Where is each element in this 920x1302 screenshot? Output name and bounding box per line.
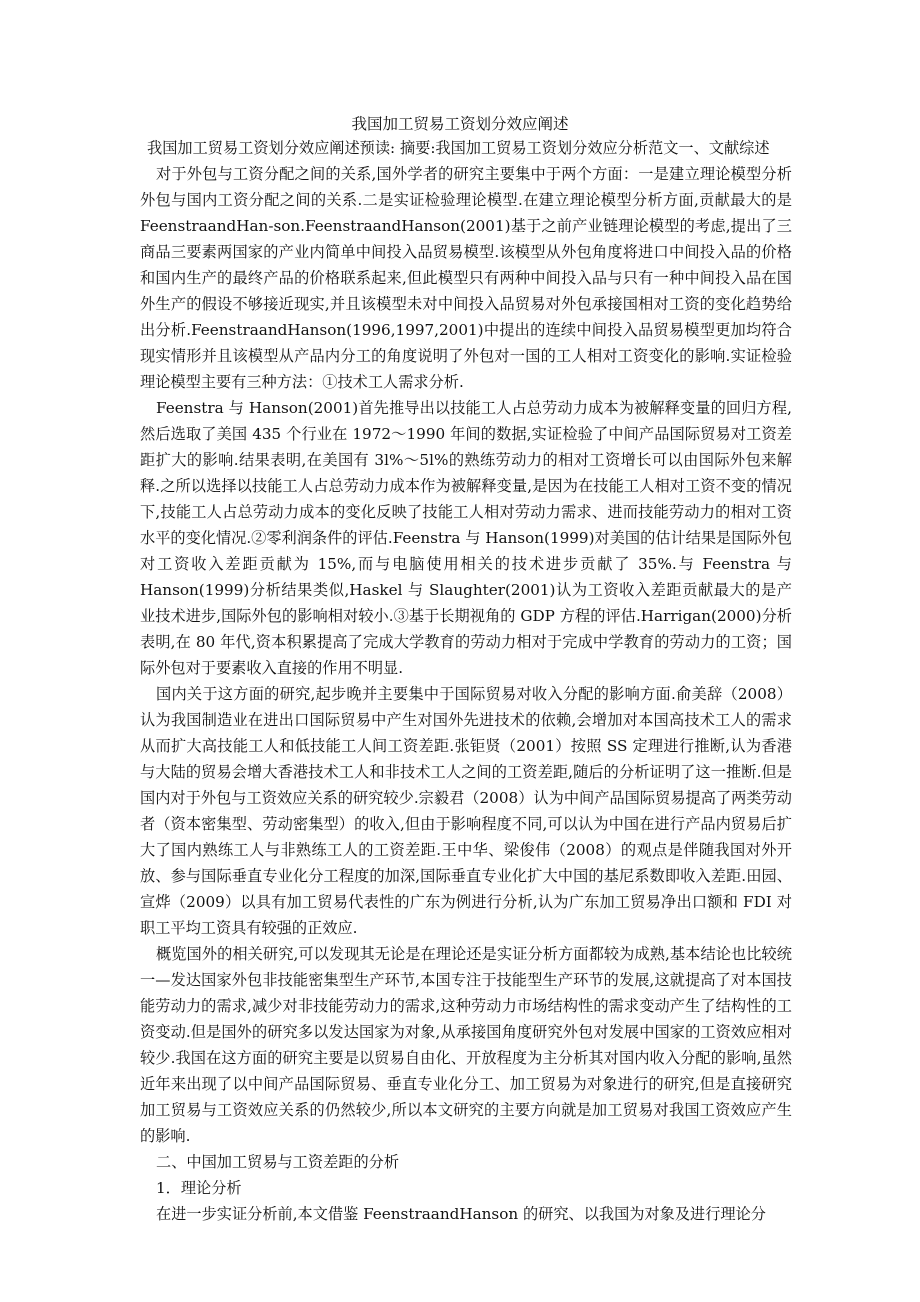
intro-line: 我国加工贸易工资划分效应阐述预读: 摘要:我国加工贸易工资划分效应分析范文一、文献综述 (147, 139, 770, 157)
paragraph-foreign-research: 对于外包与工资分配之间的关系,国外学者的研究主要集中于两个方面：一是建立理论模型分析外包与国内工资分配之间的关系.二是实证检验理论模型.在建立理论模型分析方面,贡献最大的是 FeenstraandHan-son.FeenstraandHanson(2001)基于之前产业链理论模型的考虑,提出了三商品三要素两国家的产业内简单中间投入品贸易模型.该模型从外包角度将进口中间投入品的价格和国内生产的最终产品的价格联系起来,但此模型只有两种中间投入品与只有一种中间投入品在国外生产的假设不够接近现实,并且该模型未对中间投入品贸易对外包承接国相对工资的变化趋势给出分析.FeenstraandHanson(1996,1997,2001)中提出的连续中间投入品贸易模型更加均符合现实情形并且该模型从产品内分工的角度说明了外包对一国的工人相对工资变化的影响.实证检验理论模型主要有三种方法：①技术工人需求分析. (140, 165, 792, 391)
subsection-heading-1: 1．理论分析 (156, 1179, 242, 1197)
document-body (140, 135, 792, 1227)
paragraph-domestic-research: 国内关于这方面的研究,起步晚并主要集中于国际贸易对收入分配的影响方面.俞美辞（2008）认为我国制造业在进出口国际贸易中产生对国外先进技术的依赖,会增加对本国高技术工人的需求从而扩大高技能工人和低技能工人间工资差距.张钜贤（2001）按照 SS 定理进行推断,认为香港与大陆的贸易会增大香港技术工人和非技术工人之间的工资差距,随后的分析证明了这一推断.但是国内对于外包与工资效应关系的研究较少.宗毅君（2008）认为中间产品国际贸易提高了两类劳动者（资本密集型、劳动密集型）的收入,但由于影响程度不同,可以认为中国在进行产品内贸易后扩大了国内熟练工人与非熟练工人的工资差距.王中华、梁俊伟（2008）的观点是伴随我国对外开放、参与国际垂直专业化分工程度的加深,国际垂直专业化扩大中国的基尼系数即收入差距.田园、宣烨（2009）以具有加工贸易代表性的广东为例进行分析,认为广东加工贸易净出口额和 FDI 对职工平均工资具有较强的正效应. (140, 685, 792, 937)
paragraph-overview: 概览国外的相关研究,可以发现其无论是在理论还是实证分析方面都较为成熟,基本结论也比较统一—发达国家外包非技能密集型生产环节,本国专注于技能型生产环节的发展,这就提高了对本国技能劳动力的需求,减少对非技能劳动力的需求,这种劳动力市场结构性的需求变动产生了结构性的工资变动.但是国外的研究多以发达国家为对象,从承接国角度研究外包对发展中国家的工资效应相对较少.我国在这方面的研究主要是以贸易自由化、开放程度为主分析其对国内收入分配的影响,虽然近年来出现了以中间产品国际贸易、垂直专业化分工、加工贸易为对象进行的研究,但是直接研究加工贸易与工资效应关系的仍然较少,所以本文研究的主要方向就是加工贸易对我国工资效应产生的影响. (140, 945, 792, 1145)
section-heading-2: 二、中国加工贸易与工资差距的分析 (156, 1153, 399, 1171)
paragraph-theory-analysis: 在进一步实证分析前,本文借鉴 FeenstraandHanson 的研究、以我国为对象及进行理论分 (156, 1205, 766, 1223)
document-title: 我国加工贸易工资划分效应阐述 (351, 115, 569, 133)
paragraph-feenstra-hanson: Feenstra 与 Hanson(2001)首先推导出以技能工人占总劳动力成本为被解释变量的回归方程,然后选取了美国 435 个行业在 1972～1990 年间的数据,实证检验了中间产品国际贸易对工资差距扩大的影响.结果表明,在美国有 3l%～5l%的熟练劳动力的相对工资增长可以由国际外包来解释.之所以选择以技能工人占总劳动力成本作为被解释变量,是因为在技能工人相对工资不变的情况下,技能工人占总劳动力成本的变化反映了技能工人相对劳动力需求、进而技能劳动力的相对工资水平的变化情况.②零利润条件的评估.Feenstra 与 Hanson(1999)对美国的估计结果是国际外包对工资收入差距贡献为 15%,而与电脑使用相关的技术进步贡献了 35%.与 Feenstra 与 Hanson(1999)分析结果类似,Haskel 与 Slaughter(2001)认为工资收入差距贡献最大的是产业技术进步,国际外包的影响相对较小.③基于长期视角的 GDP 方程的评估.Harrigan(2000)分析表明,在 80 年代,资本积累提高了完成大学教育的劳动力相对于完成中学教育的劳动力的工资；国际外包对于要素收入直接的作用不明显. (140, 399, 792, 677)
